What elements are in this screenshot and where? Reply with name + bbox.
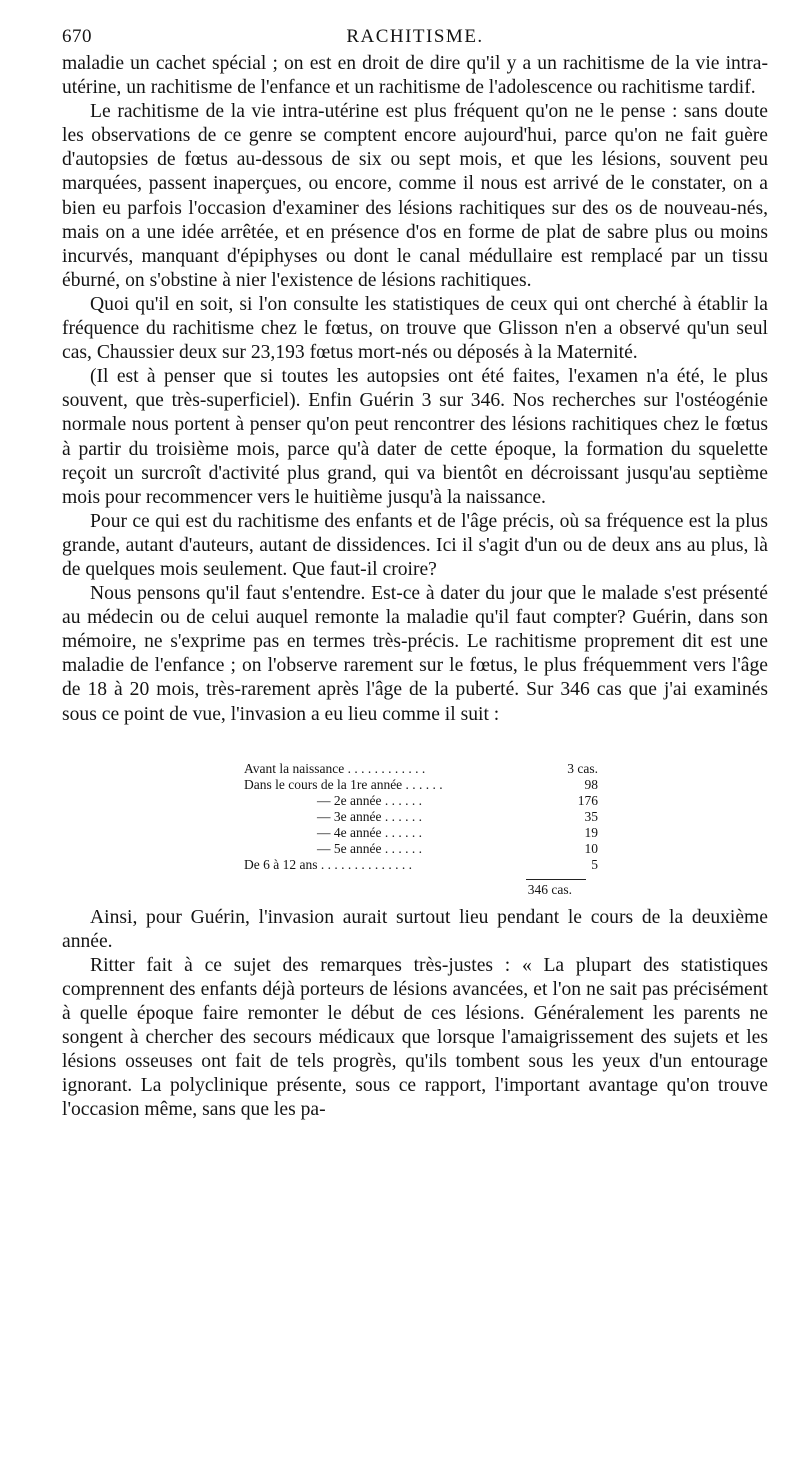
paragraph-3: Quoi qu'il en soit, si l'on consulte les statistiques de ceux qui ont cherché à établir la fréquence du rachitisme chez le fœtus, on trouve que Glisson n'en a observé qu'un seul cas, Chaussier deux sur 23,193 fœtus mort-nés ou déposés à la Maternité.	[62, 293, 768, 364]
paragraph-5: Pour ce qui est du rachitisme des enfants et de l'âge précis, où sa fréquence est la plus grande, autant d'auteurs, autant de dissidences. Ici il s'agit d'un ou de deux ans au plus, là de quelques mois seulement. Que faut-il croire?	[62, 510, 768, 580]
onset-statistics-table	[244, 761, 604, 898]
paragraph-8: Ritter fait à ce sujet des remarques très-justes : « La plupart des statistiques comprennent des enfants déjà porteurs de lésions avancées, et l'on ne sait pas précisément à quelle époque faire remonter le début de ces lésions. Généralement les parents ne songent à chercher des secours médicaux que lorsque l'amaigrissement des sujets et les lésions osseuses ont fait de tels progrès, qu'ils tombent sous les yeux d'un entourage ignorant. La polyclinique présente, sous ce rapport, l'important avantage qu'on trouve l'occasion même, sans que les pa-	[62, 954, 768, 1121]
row-value: 5	[591, 856, 598, 872]
table-row	[244, 761, 604, 777]
row-label: — 3e année . . . . . .	[317, 808, 422, 824]
row-value: 10	[584, 840, 598, 856]
row-label: Avant la naissance . . . . . . . . . . . .	[244, 760, 426, 776]
table-row	[244, 857, 604, 873]
row-label: — 4e année . . . . . .	[317, 824, 422, 840]
table-row	[244, 841, 604, 857]
row-value: 35	[584, 808, 598, 824]
row-value: 3 cas.	[567, 760, 598, 776]
row-label: De 6 à 12 ans . . . . . . . . . . . . . .	[244, 856, 412, 872]
row-value: 98	[584, 776, 598, 792]
row-label: Dans le cours de la 1re année . . . . . .	[244, 776, 443, 792]
paragraph-1: maladie un cachet spécial ; on est en droit de dire qu'il y a un rachitisme de la vie intra-utérine, un rachitisme de l'enfance et un rachitisme de l'adolescence ou rachitisme tardif.	[62, 53, 768, 99]
table-row	[244, 777, 604, 793]
document-page	[62, 26, 768, 1122]
table-row	[244, 793, 604, 809]
page-header	[62, 26, 768, 52]
table-row	[244, 809, 604, 825]
paragraph-6: Nous pensons qu'il faut s'entendre. Est-ce à dater du jour que le malade s'est présenté au médecin ou de celui auquel remonte la maladie qu'il faut compter? Guérin, dans son mémoire, ne s'exprime pas en termes très-précis. Le rachitisme proprement dit est une maladie de l'enfance ; on l'observe rarement sur le fœtus, le plus fréquemment vers l'âge de 18 à 20 mois, très-rarement après l'âge de la puberté. Sur 346 cas que j'ai examinés sous ce point de vue, l'invasion a eu lieu comme il suit :	[62, 583, 768, 725]
paragraph-7: Ainsi, pour Guérin, l'invasion aurait surtout lieu pendant le cours de la deuxième année.	[62, 906, 768, 952]
page-number: 670	[62, 26, 92, 47]
table-total: 346 cas.	[526, 879, 586, 898]
row-value: 19	[584, 824, 598, 840]
table-row	[244, 825, 604, 841]
running-title: RACHITISME.	[346, 26, 484, 47]
paragraph-4: (Il est à penser que si toutes les autopsies ont été faites, l'examen n'a été, le plus souvent, que très-superficiel). Enfin Guérin 3 sur 346. Nos recherches sur l'ostéogénie normale nous portent à penser qu'on peut rencontrer des lésions rachitiques chez le fœtus à partir du troisième mois, parce qu'à dater de cette époque, la formation du squelette reçoit un surcroît d'activité plus grand, qui va bientôt en décroissant jusqu'au septième mois pour recommencer vers le huitième jusqu'à la naissance.	[62, 366, 768, 508]
row-label: — 5e année . . . . . .	[317, 840, 422, 856]
paragraph-2: Le rachitisme de la vie intra-utérine est plus fréquent qu'on ne le pense : sans doute les observations de ce genre se comptent encore aujourd'hui, parce qu'on ne fait guère d'autopsies de fœtus au-dessous de six ou sept mois, et que les lésions, souvent peu marquées, passent inaperçues, ou encore, comme il nous est arrivé de le constater, on a bien eu parfois l'occasion d'examiner des lésions rachitiques sur des os de nouveau-nés, mais on a une idée arrêtée, et en présence d'os en forme de plat de sabre plus ou moins incurvés, manquant d'épiphyses ou dont le canal médullaire est remplacé par un tissu éburné, on s'obstine à nier l'existence de lésions rachitiques.	[62, 101, 768, 291]
row-value: 176	[577, 792, 598, 808]
row-label: — 2e année . . . . . .	[317, 792, 422, 808]
